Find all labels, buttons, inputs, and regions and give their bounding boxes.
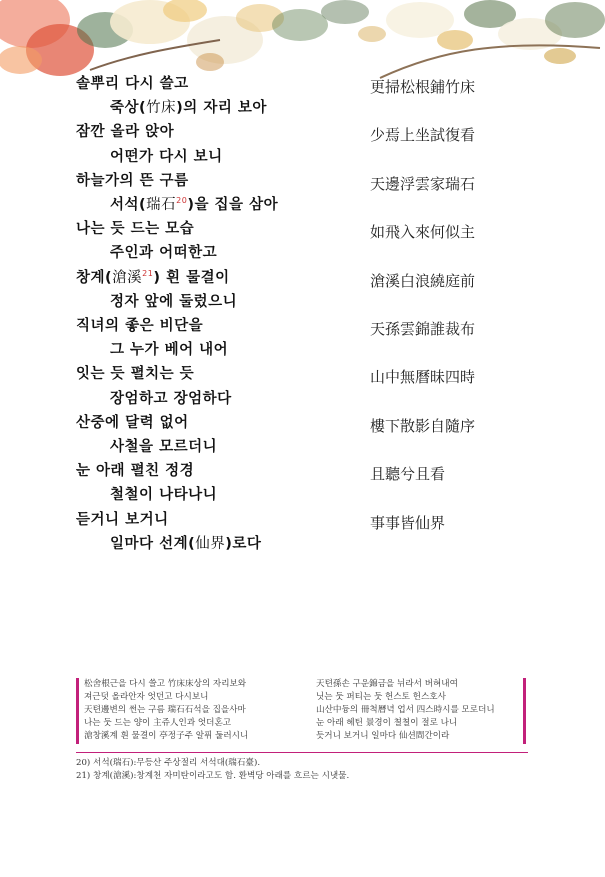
footnote-rule [76, 752, 528, 753]
poem-line: 철철이 나타나니 [110, 487, 218, 504]
poem-line: 주인과 어떠한고 [110, 245, 218, 262]
original-text-left [84, 678, 294, 743]
poem-line: 서석(瑞石$^{20}$)을 집을 삼아 [110, 196, 279, 213]
poem-line: 창계(滄溪$^{21}$) 흰 물결이 [76, 268, 230, 286]
poem-line: 산중에 달력 없어 [76, 414, 189, 431]
flower-painting [0, 0, 605, 80]
hanja-line: 山中無曆昧四時 [370, 368, 476, 387]
original-text-line: 듯거니 보거니 일마다 仙션間간이라 [316, 731, 450, 741]
original-text-line: 滄창溪계 흰 물결이 亭정子주 알퓌 둘러시니 [84, 731, 249, 741]
original-text-box [76, 678, 526, 748]
poem-line: 일마다 선계(仙界)로다 [110, 535, 262, 552]
poem-line: 나는 듯 드는 모습 [76, 221, 195, 238]
original-text-line: 松舍根근을 다시 쓸고 竹床床상의 자리보와 [84, 679, 247, 689]
hanja-line: 滄溪白浪繞庭前 [370, 271, 476, 290]
poem-line: 어떤가 다시 보니 [110, 148, 223, 165]
poem-line: 하늘가의 뜬 구름 [76, 172, 189, 189]
original-text-line: 天텬邊변의 썬는 구름 瑞石石석을 집을사마 [84, 705, 246, 715]
original-text-line: 져근덧 올라안자 엇던고 다시보니 [84, 692, 209, 702]
hanja-line: 事事皆仙界 [370, 513, 446, 532]
hanja-line: 更掃松根鋪竹床 [370, 78, 476, 96]
original-text-line: 닛는 둣 퍼티는 둣 헌스토 헌스호사 [316, 692, 446, 702]
poem-line: 눈 아래 펼친 정경 [76, 463, 195, 480]
poem-line: 사철을 모르더니 [110, 439, 218, 455]
original-text-line: 山산中듕의 冊척曆녁 업서 四스時시를 모로더니 [316, 705, 495, 715]
poem-line: 솔뿌리 다시 쓸고 [76, 76, 189, 92]
hanja-line: 樓下散影自隨序 [370, 416, 476, 435]
hanja-line: 且聽兮且看 [370, 465, 446, 484]
original-text-right [316, 678, 521, 743]
poem-line: 직녀의 좋은 비단을 [76, 318, 204, 334]
poem-line: 듣거니 보거니 [76, 511, 169, 528]
left-accent-bar [76, 678, 79, 744]
poem-line: 잇는 듯 펼치는 듯 [76, 366, 195, 383]
original-text-line: 눈 아래 헤틴 景경이 쳘쳘이 절로 나니 [316, 718, 458, 728]
hanja-line: 天邊浮雲家瑞石 [370, 174, 476, 193]
hanja-line: 如飛入來何似主 [370, 223, 476, 242]
hanja-line: 少焉上坐試復看 [370, 126, 476, 145]
poem-line: 잠깐 올라 앉아 [76, 124, 175, 141]
original-text-line: 나는 둣 드는 양이 主쥬人인과 엇더혼고 [84, 718, 232, 728]
footnote-21: 21) 창계(滄溪):창계천 자미탄이라고도 함. 환벽당 아래를 흐르는 시냇물. [76, 771, 350, 781]
poem-line: 그 누가 베어 내어 [110, 342, 229, 359]
original-text-line: 天텬孫손 구운錦금을 뉘라서 버혀내여 [316, 679, 458, 689]
poem-line: 죽상(竹床)의 자리 보아 [110, 100, 267, 117]
footnote-20: 20) 서석(瑞石):무등산 주상절리 서석대(瑞石臺). [76, 758, 261, 768]
poem-line: 장엄하고 장엄하다 [110, 390, 232, 407]
right-accent-bar [523, 678, 526, 744]
poem-line: 정자 앞에 둘렀으니 [110, 293, 238, 310]
hanja-line: 天孫雲錦誰裁布 [370, 320, 476, 338]
